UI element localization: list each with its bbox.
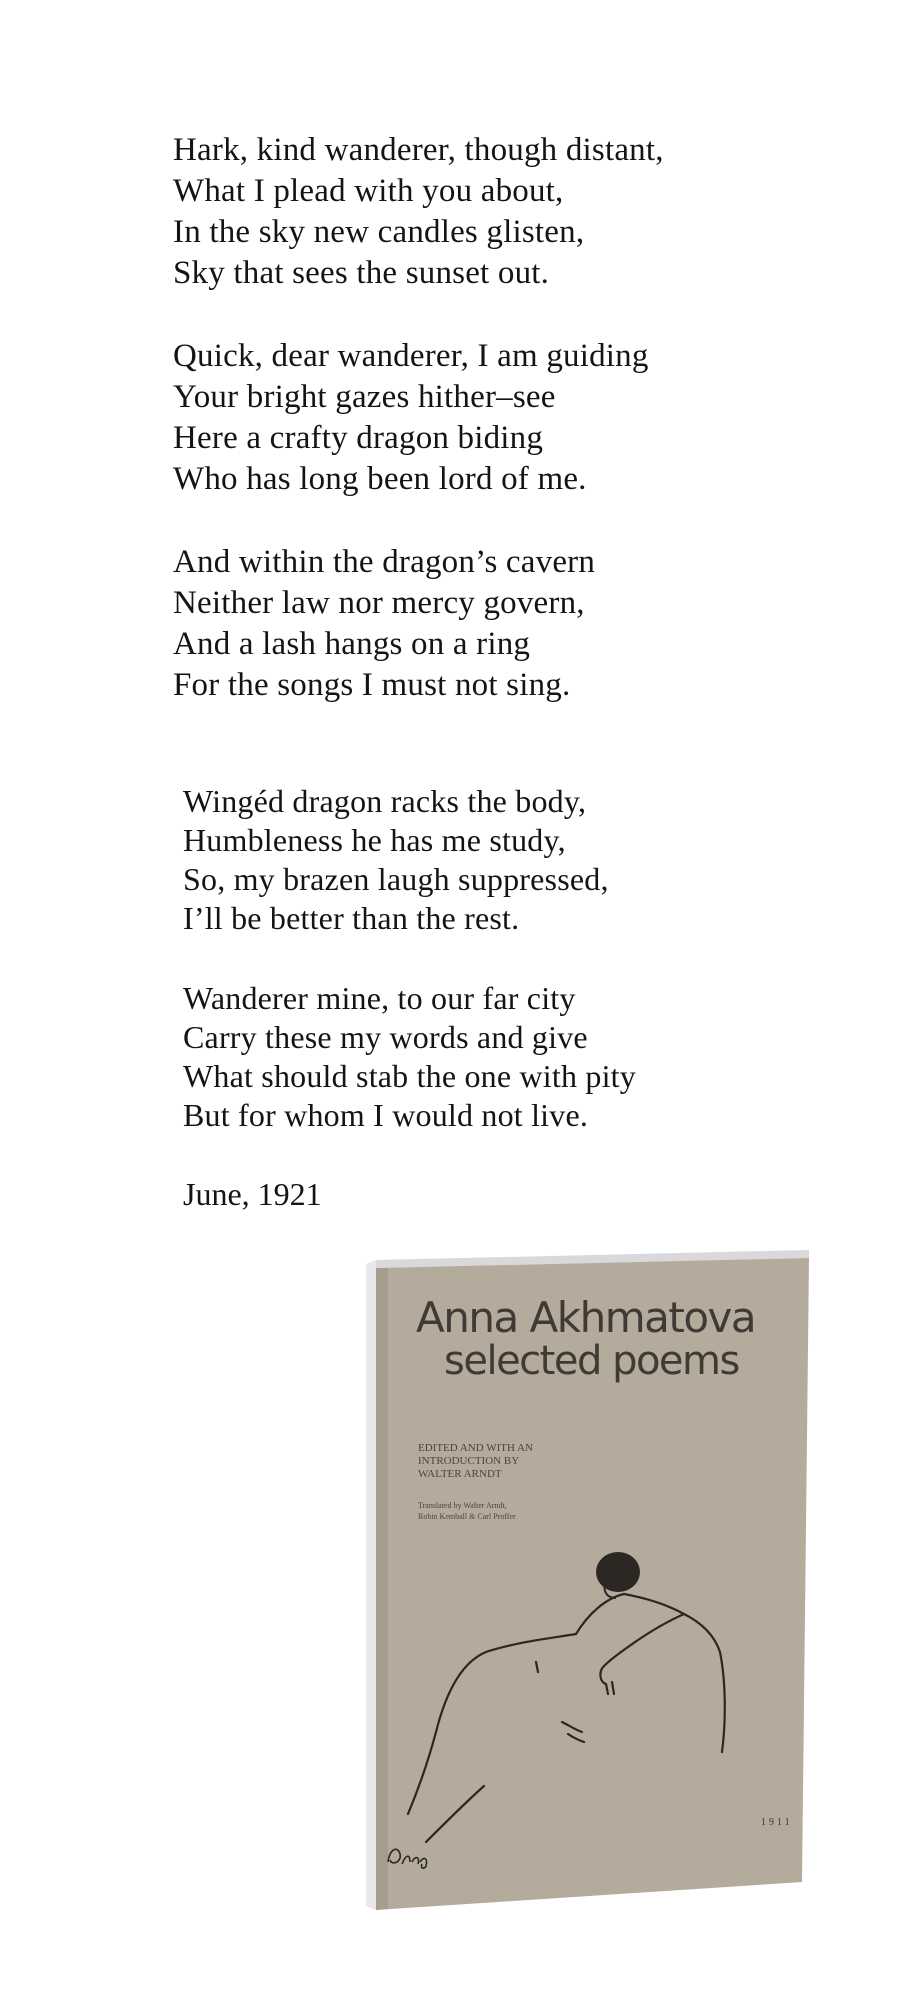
poem-line: Wingéd dragon racks the body, — [183, 783, 587, 819]
poem-stanza-2 — [173, 336, 649, 500]
book-editor-line: WALTER ARNDT — [418, 1468, 502, 1480]
poem-line: Humbleness he has me study, — [183, 822, 566, 858]
poem-line: For the songs I must not sing. — [173, 667, 571, 703]
book-editor-credit — [418, 1442, 598, 1481]
poem-date: June, 1921 — [183, 1176, 322, 1212]
poem-stanza-4 — [183, 782, 609, 938]
book-editor-line: EDITED AND WITH AN — [418, 1442, 533, 1454]
poem-line: And a lash hangs on a ring — [173, 626, 531, 662]
figure-hair — [596, 1552, 640, 1592]
poem-line: What should stab the one with pity — [183, 1058, 636, 1094]
book-title: Anna Akhmatova — [416, 1293, 756, 1342]
book-year-mark: 1911 — [761, 1817, 793, 1828]
book-translator-credit — [418, 1500, 618, 1522]
poem-line: Here a crafty dragon biding — [173, 420, 544, 456]
poem-line: Carry these my words and give — [183, 1019, 588, 1055]
poem-line: Hark, kind wanderer, though distant, — [173, 132, 664, 168]
poem-line: Wanderer mine, to our far city — [183, 980, 576, 1016]
poem-line: So, my brazen laugh suppressed, — [183, 861, 609, 897]
poem-line: Sky that sees the sunset out. — [173, 255, 550, 291]
poem-line: Your bright gazes hither–see — [173, 379, 556, 415]
book-cover — [366, 1242, 809, 1912]
poem-line: But for whom I would not live. — [183, 1097, 589, 1133]
poem-line: Neither law nor mercy govern, — [173, 585, 585, 621]
poem-stanza-5 — [183, 979, 636, 1135]
poem-line: In the sky new candles glisten, — [173, 214, 585, 250]
poem-line: Who has long been lord of me. — [173, 461, 587, 497]
poem-line: Quick, dear wanderer, I am guiding — [173, 338, 649, 374]
book-spine-shadow — [376, 1268, 388, 1910]
book-editor-line: INTRODUCTION BY — [418, 1455, 520, 1467]
book-translator-line: Translated by Walter Arndt, — [418, 1501, 507, 1510]
book-subtitle: selected poems — [444, 1338, 739, 1384]
book-translator-line: Robin Kemball & Carl Proffer — [418, 1512, 516, 1521]
poem-line: What I plead with you about, — [173, 173, 564, 209]
poem-stanza-1 — [173, 130, 664, 294]
book-page-edge — [366, 1260, 376, 1910]
poem-line: I’ll be better than the rest. — [183, 900, 520, 936]
poem-stanza-3 — [173, 542, 595, 706]
poem-line: And within the dragon’s cavern — [173, 544, 596, 580]
